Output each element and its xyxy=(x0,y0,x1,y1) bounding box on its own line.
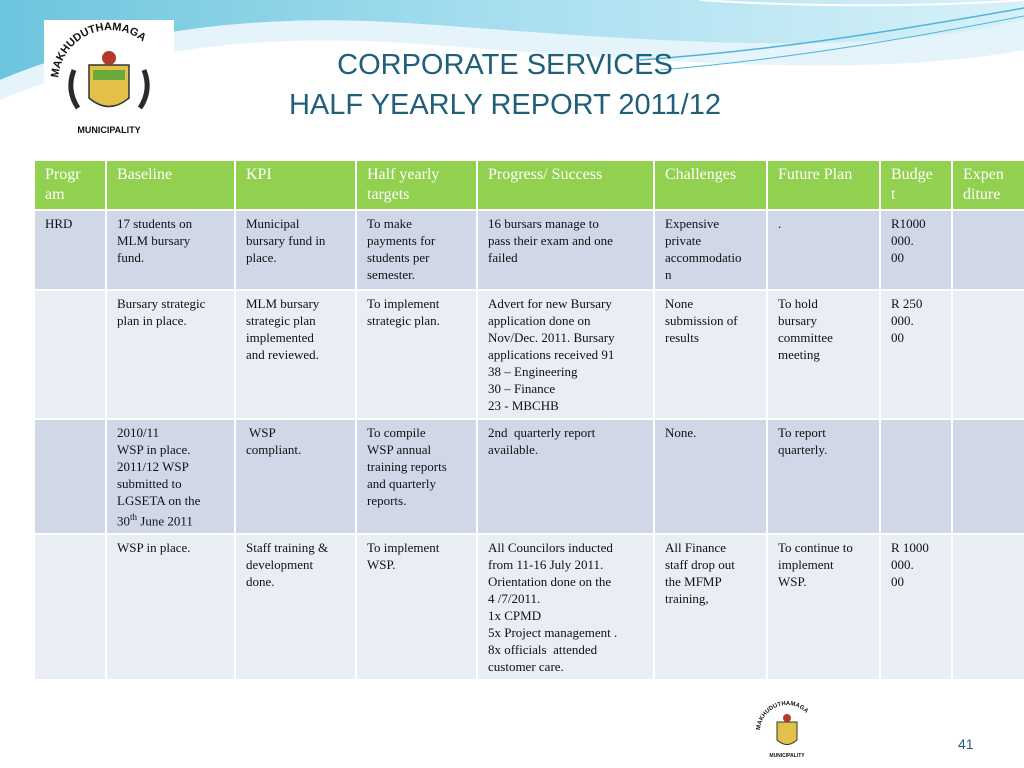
cell-line: reports. xyxy=(367,493,407,508)
cell-line: WSP in place. xyxy=(117,442,191,457)
cell-line: 00 xyxy=(891,574,904,590)
header-budget: Budge t xyxy=(880,160,952,210)
cell-challenges xyxy=(654,210,767,290)
header-challenges: Challenges xyxy=(654,160,767,210)
cell-line: implement xyxy=(778,557,834,573)
header-programme: Progr am xyxy=(34,160,106,210)
cell-line: submission of xyxy=(665,313,738,328)
cell-line: compliant. xyxy=(246,442,302,457)
cell-budget xyxy=(880,290,952,419)
cell-challenges xyxy=(654,419,767,534)
cell-future-plan xyxy=(767,210,880,290)
cell-line: place. xyxy=(246,250,277,265)
cell-line: plan in place. xyxy=(117,313,187,328)
cell-progress xyxy=(477,210,654,290)
cell-line: the MFMP xyxy=(665,574,722,590)
cell-line: 17 students on xyxy=(117,216,193,231)
cell-line: implemented xyxy=(246,330,314,345)
cell-line: Advert for new Bursary xyxy=(488,296,612,311)
cell-line: R1000 xyxy=(891,216,926,231)
header-future-plan: Future Plan xyxy=(767,160,880,210)
municipality-logo-small xyxy=(752,700,822,760)
cell-line: failed xyxy=(488,250,518,265)
cell-line: customer care. xyxy=(488,659,564,675)
cell-line: accommodatio xyxy=(665,250,742,265)
cell-line: 000. xyxy=(891,557,914,573)
cell-line: . xyxy=(778,216,782,231)
cell-line: 4 /7/2011. xyxy=(488,591,541,607)
cell-line: pass their exam and one xyxy=(488,233,613,248)
date-rest: June 2011 xyxy=(137,513,193,529)
cell-line: To continue to xyxy=(778,540,853,556)
cell-line: semester. xyxy=(367,267,416,282)
cell-line: 2010/11 xyxy=(117,425,160,440)
table-row xyxy=(34,534,1024,680)
cell-programme xyxy=(34,534,106,680)
cell-targets xyxy=(356,210,477,290)
cell-line: To make xyxy=(367,216,412,231)
cell-line: 2nd quarterly report xyxy=(488,425,596,440)
cell-line: 000. xyxy=(891,233,914,248)
cell-line: 00 xyxy=(891,330,904,345)
cell-line: committee xyxy=(778,330,833,345)
cell-line: 16 bursars manage to xyxy=(488,216,599,231)
cell-line: Municipal xyxy=(246,216,300,231)
cell-line: Orientation done on the xyxy=(488,574,612,590)
header-progress-success: Progress/ Success xyxy=(477,160,654,210)
cell-line: payments for xyxy=(367,233,436,248)
cell-baseline xyxy=(106,210,235,290)
page-title-line2: HALF YEARLY REPORT 2011/12 xyxy=(288,89,721,121)
cell-kpi xyxy=(235,419,356,534)
table-row xyxy=(34,210,1024,290)
header-expenditure: Expen diture xyxy=(952,160,1024,210)
cell-budget xyxy=(880,419,952,534)
cell-line: meeting xyxy=(778,347,820,362)
logo-small-top-text: MAKHUDUTHAMAGA xyxy=(756,700,810,731)
cell-line: n xyxy=(665,267,672,282)
cell-future-plan xyxy=(767,534,880,680)
cell-baseline xyxy=(106,419,235,534)
page-title-line1: CORPORATE SERVICES xyxy=(337,49,673,81)
cell-targets xyxy=(356,534,477,680)
logo-small-bottom-text: MUNICIPALITY xyxy=(769,753,805,759)
cell-line: fund. xyxy=(117,250,145,265)
cell-line: All Councilors inducted xyxy=(488,540,613,556)
cell-line: WSP. xyxy=(778,574,807,590)
header-kpi: KPI xyxy=(235,160,356,210)
logo-top-text: MAKHUDUTHAMAGA xyxy=(49,20,149,79)
cell-line: bursary fund in xyxy=(246,233,326,248)
municipality-logo xyxy=(44,20,174,138)
cell-progress xyxy=(477,419,654,534)
cell-line: MLM bursary xyxy=(117,233,191,248)
table-header-row xyxy=(34,160,1024,210)
cell-line: 30 – Finance xyxy=(488,381,556,396)
cell-line: R 1000 xyxy=(891,540,929,556)
cell-line: and reviewed. xyxy=(246,347,319,362)
cell-line: WSP xyxy=(246,425,276,440)
cell-line: bursary xyxy=(778,313,817,328)
header-baseline: Baseline xyxy=(106,160,235,210)
cell-line: LGSETA on the xyxy=(117,493,201,508)
cell-line: staff drop out xyxy=(665,557,735,573)
cell-line: 8x officials attended xyxy=(488,642,598,658)
cell-line: development xyxy=(246,557,314,573)
cell-line: 000. xyxy=(891,313,914,328)
cell-line: To implement xyxy=(367,540,440,556)
cell-line: None xyxy=(665,296,694,311)
table-row xyxy=(34,419,1024,534)
cell-line: application done on xyxy=(488,313,591,328)
cell-line: Bursary strategic xyxy=(117,296,206,311)
cell-future-plan xyxy=(767,290,880,419)
cell-progress xyxy=(477,290,654,419)
cell-line: and quarterly xyxy=(367,476,436,491)
date-suffix: th xyxy=(130,512,138,522)
cell-line: applications received 91 xyxy=(488,347,615,362)
cell-line: done. xyxy=(246,574,275,590)
page-number: 41 xyxy=(958,736,974,752)
cell-line: submitted to xyxy=(117,476,182,491)
cell-expenditure xyxy=(952,210,1024,290)
cell-baseline xyxy=(106,534,235,680)
cell-targets xyxy=(356,419,477,534)
cell-programme xyxy=(34,290,106,419)
cell-expenditure xyxy=(952,534,1024,680)
cell-line: strategic plan xyxy=(246,313,316,328)
report-table xyxy=(33,159,1024,681)
cell-line: 2011/12 WSP xyxy=(117,459,189,474)
cell-line: 23 - MBCHB xyxy=(488,398,559,413)
cell-challenges xyxy=(654,290,767,419)
cell-kpi xyxy=(235,210,356,290)
cell-challenges xyxy=(654,534,767,680)
cell-kpi xyxy=(235,534,356,680)
date-day: 30 xyxy=(117,513,130,529)
header-half-yearly-targets: Half yearly targets xyxy=(356,160,477,210)
cell-line: To report xyxy=(778,425,826,440)
cell-line: training, xyxy=(665,591,709,607)
cell-line: private xyxy=(665,233,702,248)
cell-programme: HRD xyxy=(34,210,106,290)
cell-line: Nov/Dec. 2011. Bursary xyxy=(488,330,615,345)
cell-line: 5x Project management . xyxy=(488,625,618,641)
cell-line: Expensive xyxy=(665,216,720,231)
cell-line: All Finance xyxy=(665,540,727,556)
cell-line: To hold xyxy=(778,296,818,311)
table-row xyxy=(34,290,1024,419)
cell-line: from 11-16 July 2011. xyxy=(488,557,604,573)
cell-programme xyxy=(34,419,106,534)
cell-expenditure xyxy=(952,290,1024,419)
cell-line: training reports xyxy=(367,459,447,474)
cell-line: 38 – Engineering xyxy=(488,364,578,379)
cell-line: WSP annual xyxy=(367,442,432,457)
cell-kpi xyxy=(235,290,356,419)
cell-future-plan xyxy=(767,419,880,534)
cell-line: 1x CPMD xyxy=(488,608,542,624)
cell-line: quarterly. xyxy=(778,442,828,457)
cell-line: WSP. xyxy=(367,557,396,573)
cell-line: results xyxy=(665,330,699,345)
cell-line: Staff training & xyxy=(246,540,329,556)
cell-line: To implement xyxy=(367,296,440,311)
cell-line: WSP in place. xyxy=(117,540,191,556)
cell-targets xyxy=(356,290,477,419)
cell-baseline xyxy=(106,290,235,419)
cell-line-date xyxy=(117,509,224,529)
cell-line: strategic plan. xyxy=(367,313,440,328)
cell-budget xyxy=(880,534,952,680)
cell-line: None. xyxy=(665,425,697,440)
logo-bottom-text: MUNICIPALITY xyxy=(77,125,141,135)
cell-line: available. xyxy=(488,442,539,457)
cell-line: 00 xyxy=(891,250,904,265)
cell-line: To compile xyxy=(367,425,426,440)
cell-line: MLM bursary xyxy=(246,296,320,311)
cell-line: R 250 xyxy=(891,296,923,311)
cell-line: students per xyxy=(367,250,430,265)
cell-budget xyxy=(880,210,952,290)
cell-progress xyxy=(477,534,654,680)
cell-expenditure xyxy=(952,419,1024,534)
